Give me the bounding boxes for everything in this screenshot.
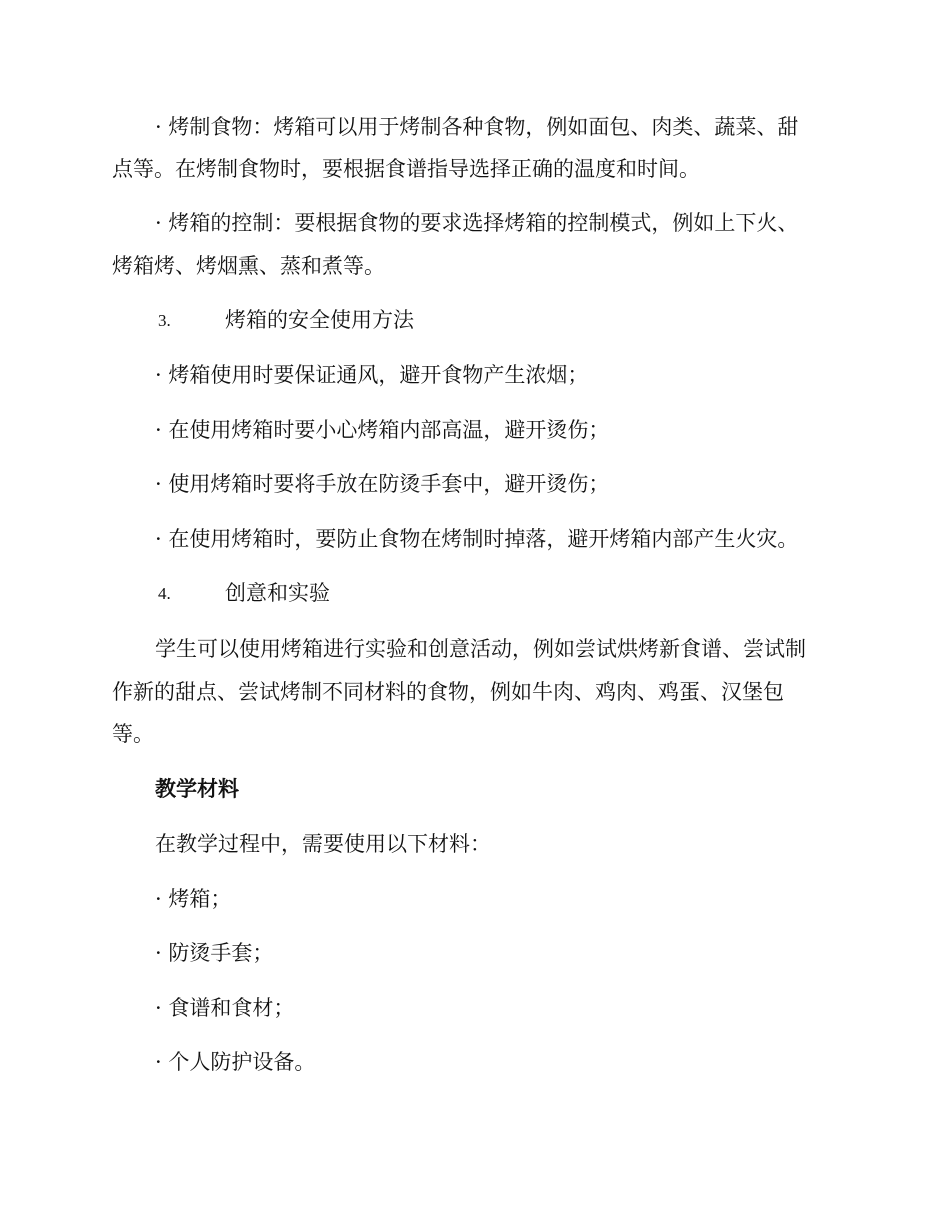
- section-3-number: 3.: [158, 311, 171, 330]
- safety-item-3: · 使用烤箱时要将手放在防烫手套中，避开烫伤；: [155, 472, 610, 496]
- baking-food-line-2: 点等。在烤制食物时，要根据食谱指导选择正确的温度和时间。: [112, 157, 700, 181]
- material-item-1: · 烤箱；: [155, 887, 232, 911]
- section-3-title: 烤箱的安全使用方法: [225, 308, 414, 332]
- materials-heading: 教学材料: [155, 776, 239, 801]
- baking-food-line-1: · 烤制食物：烤箱可以用于烤制各种食物，例如面包、肉类、蔬菜、甜: [155, 115, 799, 139]
- material-item-3: · 食谱和食材；: [155, 996, 295, 1020]
- creative-line-3: 等。: [112, 722, 154, 746]
- material-item-4: · 个人防护设备。: [155, 1050, 316, 1074]
- safety-item-1: · 烤箱使用时要保证通风，避开食物产生浓烟；: [155, 363, 589, 387]
- materials-intro: 在教学过程中，需要使用以下材料：: [155, 832, 491, 856]
- safety-item-4: · 在使用烤箱时，要防止食物在烤制时掉落，避开烤箱内部产生火灾。: [155, 527, 799, 551]
- creative-line-1: 学生可以使用烤箱进行实验和创意活动，例如尝试烘烤新食谱、尝试制: [155, 637, 806, 661]
- safety-item-2: · 在使用烤箱时要小心烤箱内部高温，避开烫伤；: [155, 418, 610, 442]
- section-4-title: 创意和实验: [225, 581, 330, 605]
- oven-control-line-2: 烤箱烤、烤烟熏、蒸和煮等。: [112, 254, 385, 278]
- section-4-number: 4.: [158, 584, 171, 603]
- oven-control-line-1: · 烤箱的控制：要根据食物的要求选择烤箱的控制模式，例如上下火、: [155, 211, 799, 235]
- material-item-2: · 防烫手套；: [155, 941, 274, 965]
- creative-line-2: 作新的甜点、尝试烤制不同材料的食物，例如牛肉、鸡肉、鸡蛋、汉堡包: [112, 680, 784, 704]
